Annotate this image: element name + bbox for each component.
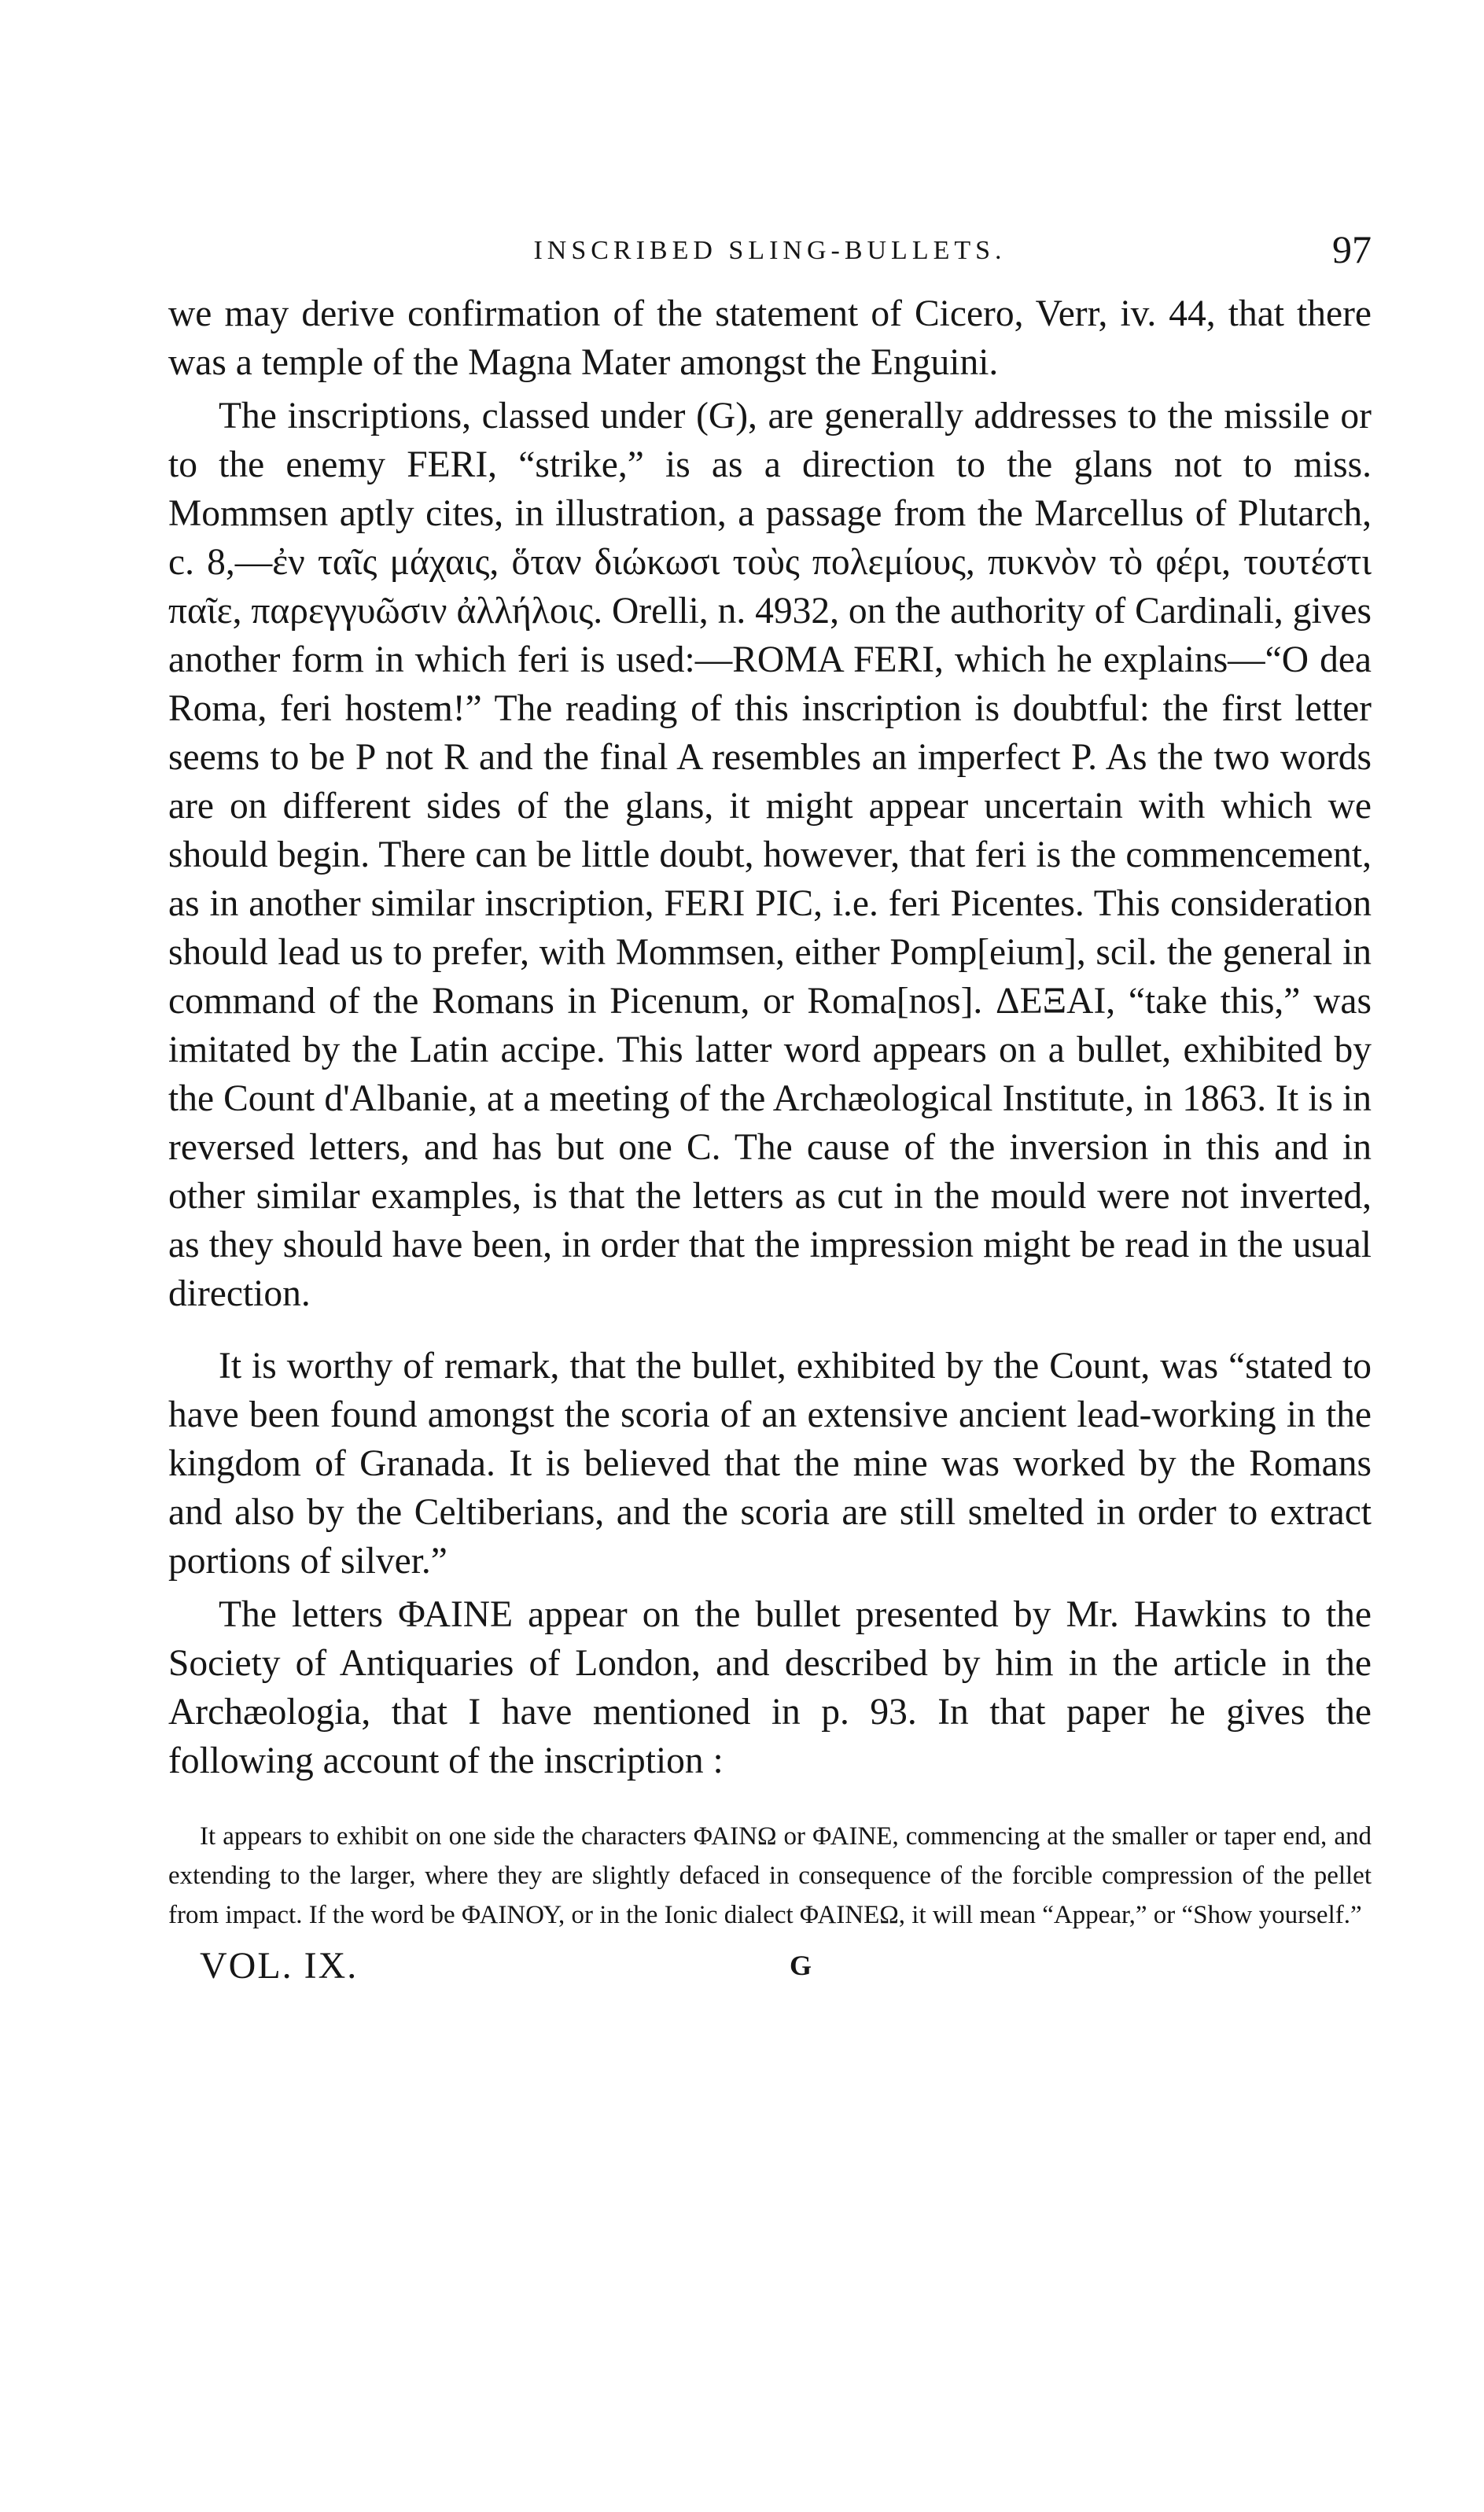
paragraph: It is worthy of remark, that the bullet, exhibited by the Count, was “stated to have been found amongst the scoria of an extensive ancient lead-working in the kingdom of Granada. It is believed that the mine was worked by the Romans and also by the Celtiberians, and the scoria are still smelted in order to extract portions of silver.” (168, 1346, 1372, 1582)
document-page (168, 228, 1372, 1999)
running-title: INSCRIBED SLING-BULLETS. (533, 236, 1007, 265)
paragraph: The letters ΦΑΙΝΕ appear on the bullet presented by Mr. Hawkins to the Society of Antiquaries of London, and described by him in the article in the Archæologia, that I have mentioned in p. 93. In that paper he gives the following account of the inscription : (168, 1594, 1372, 1781)
body-text (168, 289, 1372, 1785)
volume-label: VOL. IX. (200, 1945, 359, 1987)
page-header (168, 228, 1372, 283)
paragraph: we may derive confirmation of the statement of Cicero, Verr, iv. 44, that there was a temple of the Magna Mater amongst the Enguini. (168, 293, 1372, 383)
block-quote: It appears to exhibit on one side the characters ΦΑΙΝΩ or ΦΑΙΝΕ, commencing at the smaller or taper end, and extending to the larger, where they are slightly defaced in consequence of the forcible compression of the pellet from impact. If the word be ΦΑΙΝΟΥ, or in the Ionic dialect ΦΑΙΝΕΩ, it will mean “Appear,” or “Show yourself.” (168, 1822, 1372, 1929)
signature-mark: G (790, 1950, 812, 1981)
page-footer (168, 1944, 1372, 1999)
page-number: 97 (1332, 227, 1372, 271)
paragraph: The inscriptions, classed under (G), are generally addresses to the missile or to the enemy FERI, “strike,” is as a direction to the glans not to miss. Mommsen aptly cites, in illustration, a passage from the Marcellus of Plutarch, c. 8,—ἐν ταῖς μάχαις, ὅταν διώκωσι τοὺς πολεμίους, πυκνὸν τὸ φέρι, τουτέστι παῖε, παρεγγυῶσιν ἀλλήλοις. Orelli, n. 4932, on the authority of Cardinali, gives another form in which feri is used:—ROMA FERI, which he explains—“O dea Roma, feri hostem!” The reading of this inscription is doubtful: the first letter seems to be P not R and the final A resembles an imperfect P. As the two words are on different sides of the glans, it might appear uncertain with which we should begin. There can be little doubt, however, that feri is the commencement, as in another similar inscription, FERI PIC, i.e. feri Picentes. This consideration should lead us to prefer, with Mommsen, either Pomp[eium], scil. the general in command of the Romans in Picenum, or Roma[nos]. ΔΕΞΑΙ, “take this,” was imitated by the Latin accipe. This latter word appears on a bullet, exhibited by the Count d'Albanie, at a meeting of the Archæological Institute, in 1863. It is in reversed letters, and has but one C. The cause of the inversion in this and in other similar examples, is that the letters as cut in the mould were not inverted, as they should have been, in order that the impression might be read in the usual direction. (168, 396, 1372, 1314)
